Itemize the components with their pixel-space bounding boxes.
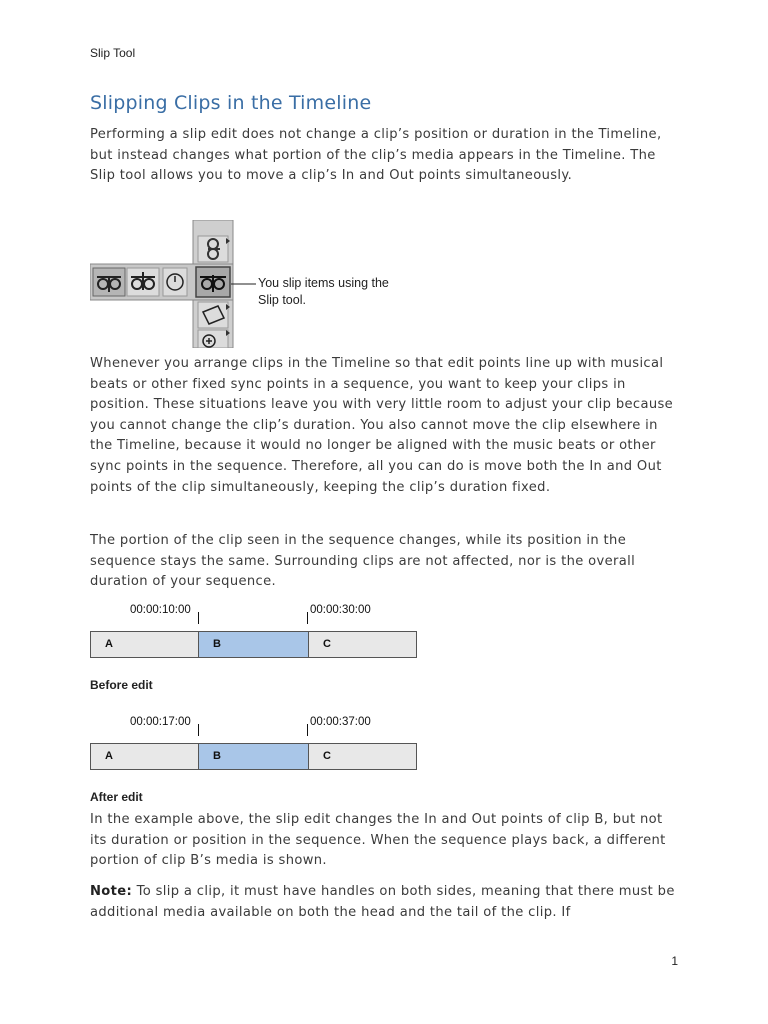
clip-b: B — [199, 632, 309, 657]
clip-c: C — [309, 744, 416, 769]
diagram-caption: Before edit — [90, 678, 153, 692]
timeline-bar — [90, 743, 417, 770]
note-paragraph — [90, 882, 680, 923]
in-point-tick — [198, 612, 199, 624]
diagram-caption: After edit — [90, 790, 143, 804]
clip-c: C — [309, 632, 416, 657]
paragraph-portion: The portion of the clip seen in the sequence changes, while its position in the sequence stays the same. Surrounding clips are not affected, nor is the overall duration of your sequence. — [90, 533, 636, 590]
out-point-tick — [307, 724, 308, 736]
section-title: Slipping Clips in the Timeline — [90, 92, 372, 114]
clip-a: A — [91, 744, 199, 769]
out-timecode: 00:00:30:00 — [310, 604, 371, 616]
paragraph-intro: Performing a slip edit does not change a clip’s position or duration in the Timeline, but instead changes what portion of the clip’s media appears in the Timeline. The Slip tool allows you to move a clip’s In and Out points simultaneously. — [90, 127, 662, 184]
paragraph-example: In the example above, the slip edit changes the In and Out points of clip B, but not its duration or position in the sequence. When the sequence plays back, a different portion of clip B’s media is shown. — [90, 812, 666, 869]
clip-b: B — [199, 744, 309, 769]
slip-tool-figure — [90, 220, 390, 348]
out-timecode: 00:00:37:00 — [310, 716, 371, 728]
running-header: Slip Tool — [90, 46, 136, 60]
in-point-tick — [198, 724, 199, 736]
paragraph-sync-points: Whenever you arrange clips in the Timeline so that edit points line up with musical beats or other fixed sync points in a sequence, you want to keep your clips in position. These situations leave you with very little room to adjust your clip because you cannot change the clip’s duration. You also cannot move the clip elsewhere in the Timeline, because it would no longer be aligned with the music beats or other sync points in the sequence. Therefore, all you can do is move both the In and Out points of the clip simultaneously, keeping the clip’s duration fixed. — [90, 356, 674, 495]
slide-tool-icon — [127, 268, 159, 296]
diagram-before-edit — [90, 604, 420, 694]
link-tool-icon — [198, 236, 230, 262]
zoom-tool-icon — [198, 330, 230, 348]
timeline-bar — [90, 631, 417, 658]
slip-tool-selected-icon — [196, 267, 230, 297]
note-label: Note: — [90, 884, 133, 899]
razor-tool-icon — [198, 302, 230, 328]
diagram-after-edit — [90, 716, 420, 806]
page-number: 1 — [671, 954, 678, 968]
clip-a: A — [91, 632, 199, 657]
out-point-tick — [307, 612, 308, 624]
slip-tool-icon — [93, 268, 125, 296]
callout-text: You slip items using the Slip tool. — [258, 276, 389, 307]
in-timecode: 00:00:17:00 — [130, 716, 191, 728]
note-text: To slip a clip, it must have handles on both sides, meaning that there must be additional media available on both the head and the tail of the clip. If — [90, 884, 675, 920]
in-timecode: 00:00:10:00 — [130, 604, 191, 616]
time-remap-tool-icon — [163, 268, 187, 296]
